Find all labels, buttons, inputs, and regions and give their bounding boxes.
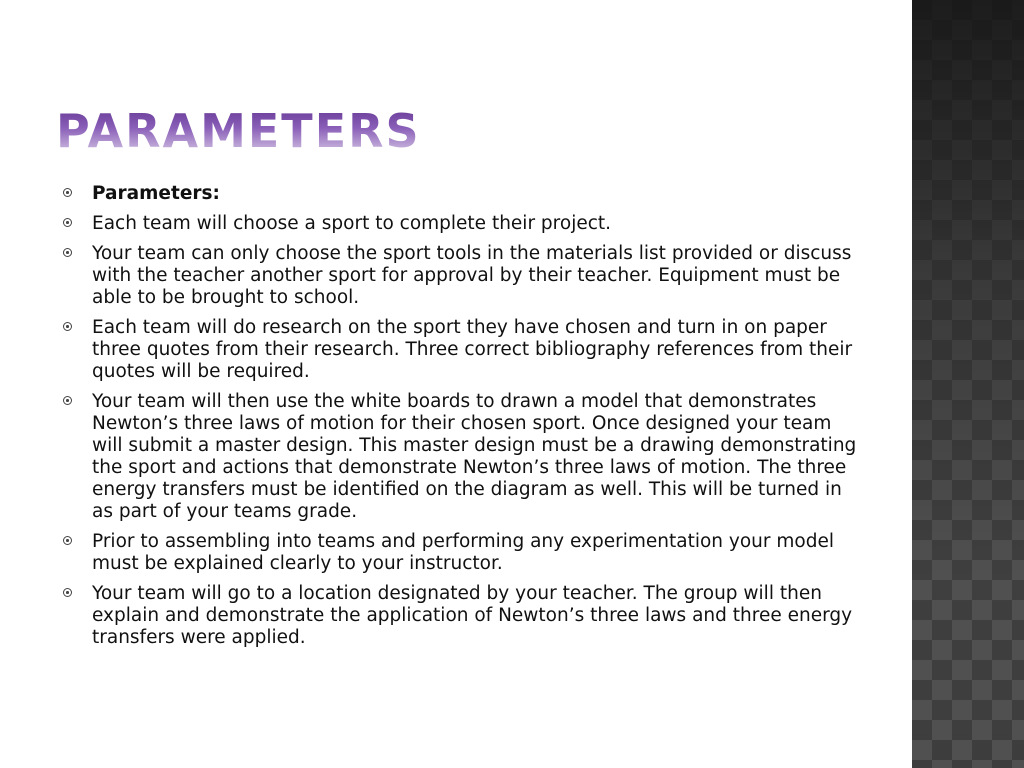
bullet-text: Your team can only choose the sport tools in the materials list provided or discuss with the teacher another sport for approval by their teacher. Equipment must be able to be brought to school. [92, 243, 852, 308]
circled-dot-icon [63, 322, 72, 331]
bullet-item [60, 583, 860, 649]
bullet-text: Each team will do research on the sport they have chosen and turn in on paper three quotes from their research. Three correct bibliography references from their quotes will be required. [92, 317, 853, 382]
bullet-list [60, 183, 860, 657]
bullet-text: Parameters: [92, 183, 220, 204]
circled-dot-icon [63, 396, 72, 405]
bullet-item [60, 531, 860, 575]
side-panel-pattern [912, 0, 1024, 768]
bullet-text: Your team will go to a location designated by your teacher. The group will then explain and demonstrate the application of Newton’s three laws and three energy transfers were applied. [92, 583, 853, 648]
bullet-item [60, 213, 860, 235]
bullet-text: Your team will then use the white boards to drawn a model that demonstrates Newton’s three laws of motion for their chosen sport. Once designed your team will submit a master design. This master design must be a drawing demonstrating the sport and actions that demonstrate Newton’s three laws of motion. The three energy transfers must be identified on the diagram as well. This will be turned in as part of your teams grade. [92, 391, 857, 522]
bullet-text: Each team will choose a sport to complete their project. [92, 213, 612, 234]
circled-dot-icon [63, 536, 72, 545]
circled-dot-icon [63, 188, 72, 197]
bullet-item [60, 183, 860, 205]
slide-title: PARAMETERS [56, 100, 421, 162]
circled-dot-icon [63, 248, 72, 257]
bullet-item [60, 391, 860, 523]
circled-dot-icon [63, 218, 72, 227]
bullet-item [60, 317, 860, 383]
bullet-item [60, 243, 860, 309]
circled-dot-icon [63, 588, 72, 597]
bullet-text: Prior to assembling into teams and performing any experimentation your model must be explained clearly to your instructor. [92, 531, 834, 574]
